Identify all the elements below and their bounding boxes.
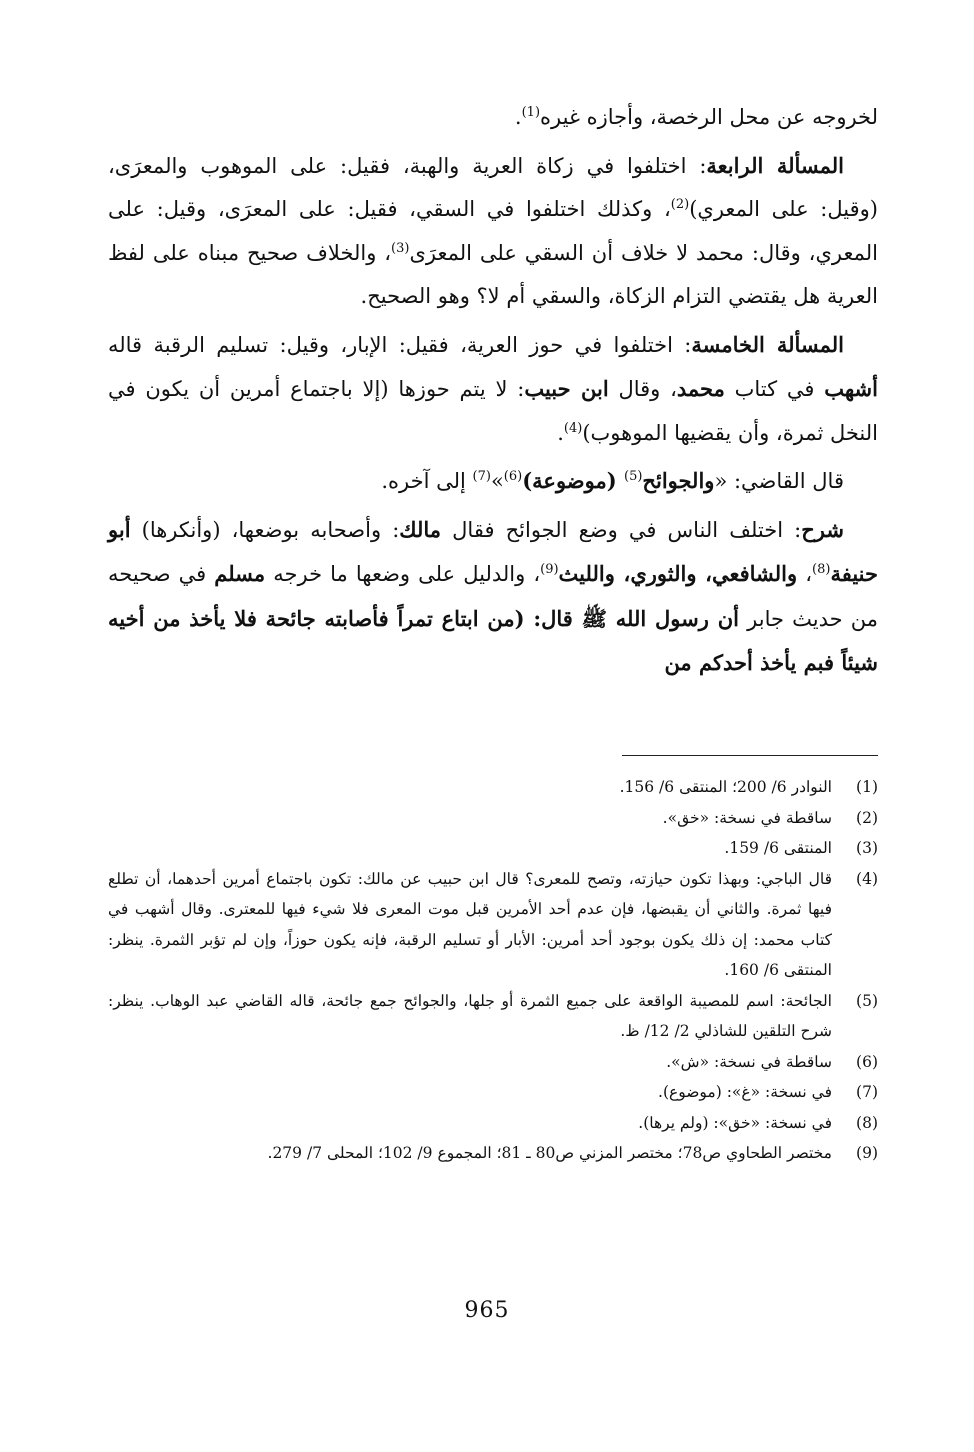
footnote-ref-1[interactable]: (1) <box>521 105 541 120</box>
main-text <box>108 96 878 690</box>
names-shafii-thawri-layth: والشافعي، والثوري، والليث <box>558 561 798 586</box>
footnote-item <box>108 1138 878 1169</box>
footnote-item <box>108 1047 878 1078</box>
paragraph-5-text-a: : اختلف الناس في وضع الجوائح فقال <box>441 517 802 542</box>
footnote-item <box>108 772 878 803</box>
page-number: 965 <box>464 1298 510 1323</box>
paragraph-1 <box>108 96 878 140</box>
footnote-number: (3) <box>856 839 878 857</box>
paragraph-1-end: . <box>514 105 522 129</box>
footnote-number: (8) <box>856 1113 878 1132</box>
paragraph-3-text-c: ، وقال <box>608 377 677 401</box>
name-ashhab: أشهب <box>824 376 878 401</box>
paragraph-4-text-a: قال القاضي: « <box>714 469 844 493</box>
hadith-quote: أن رسول الله ﷺ قال: (من ابتاع تمراً فأصابته جائحة فلا يأخذ من أخيه شيئاً فبم يأخذ أحدكم من <box>108 605 878 675</box>
footnote-number: (5) <box>856 991 878 1010</box>
name-abu-hanifa: أبو حنيفة <box>108 516 878 586</box>
footnote-text: ساقطة في نسخة: «ش». <box>666 1052 832 1071</box>
footnote-ref-8[interactable]: (8) <box>812 562 831 577</box>
footnote-number: (2) <box>856 808 878 827</box>
footnote-ref-4[interactable]: (4) <box>563 420 583 436</box>
footnote-number: (1) <box>856 778 878 796</box>
paragraph-5-text-d: ، والدليل على وضعها ما خرجه <box>265 562 541 586</box>
paragraph-2-text-b: ، وكذلك اختلفوا في السقي، فقيل: على المعرَى، وقيل: على المعري، وقال: محمد لا خلاف أن السقي على المعرَى <box>108 197 878 265</box>
footnote-separator <box>622 755 878 756</box>
paragraph-3-text-a: : اختلفوا في حوز العرية، فقيل: الإبار، وقيل: تسليم الرقبة قاله <box>108 332 692 357</box>
footnote-text: مختصر الطحاوي ص78؛ مختصر المزني ص80 ـ 81؛ المجموع 9/ 102؛ المحلى 7/ 279. <box>267 1144 832 1162</box>
footnotes <box>108 772 878 1169</box>
name-muslim: مسلم <box>214 561 266 586</box>
footnote-number: (4) <box>856 869 878 888</box>
footnote-item <box>108 986 878 1047</box>
paragraph-5-text-e: في صحيحه من حديث جابر <box>108 562 878 631</box>
name-ibn-habib: ابن حبيب <box>524 376 609 401</box>
footnote-number: (7) <box>856 1083 878 1101</box>
footnote-text: المنتقى 6/ 159. <box>724 839 832 857</box>
footnote-text: في نسخة: «خق»: (ولم يرها). <box>638 1113 832 1132</box>
footnote-item <box>108 803 878 834</box>
section-heading-fifth-issue: المسألة الخامسة <box>691 331 844 357</box>
footnote-text: الجائحة: اسم للمصيبة الواقعة على جميع الثمرة أو جلها، والجوائح جمع جائحة، قاله القاضي عبد الوهاب. ينظر: شرح التلقين للشاذلي 2/ 12/ ظ. <box>108 991 832 1040</box>
paragraph-5-text-b: : وأصحابه بوضعها، (وأنكرها) <box>130 517 400 542</box>
quote-bold-mawdua: (موضوعة) <box>522 468 624 493</box>
footnote-text: في نسخة: «غ»: (موضوع). <box>658 1083 832 1101</box>
footnote-text: النوادر 6/ 200؛ المنتقى 6/ 156. <box>619 778 832 796</box>
paragraph-3-end: . <box>557 420 564 445</box>
paragraph-5-text-c: ، <box>797 562 813 586</box>
name-malik: مالك <box>399 516 442 542</box>
footnote-number: (9) <box>856 1144 878 1162</box>
paragraph-3-text-d: : لا يتم حوزها (إلا باجتماع أمرين أن يكون في النخل ثمرة، وأن يقضيها الموهوب) <box>108 377 878 445</box>
name-muhammad: محمد <box>676 376 725 401</box>
paragraph-4-text-c: إلى آخره. <box>381 469 473 493</box>
footnote-item <box>108 833 878 864</box>
paragraph-commentary <box>108 508 878 686</box>
paragraph-1-text: لخروجه عن محل الرخصة، وأجازه غيره <box>540 105 878 129</box>
footnote-ref-3[interactable]: (3) <box>391 240 410 256</box>
paragraph-4-text-b: » <box>490 469 504 493</box>
paragraph-qadi-quote <box>108 459 878 504</box>
footnote-ref-6[interactable]: (6) <box>503 469 523 484</box>
section-heading-fourth-issue: المسألة الرابعة <box>706 152 845 178</box>
paragraph-3-text-b: في كتاب <box>724 377 825 401</box>
footnote-number: (6) <box>856 1052 878 1071</box>
paragraph-fifth-issue <box>108 323 878 456</box>
footnote-text: قال الباجي: وبهذا تكون حيازته، وتصح للمعرى؟ قال ابن حبيب عن مالك: تكون باجتماع أمرين أحدهما، أن تطلع فيها ثمرة. والثاني أن يقبضها، فإن عدم أحد الأمرين قبل موت المعرى فلا شيء فيها للمعترى. وقال أشهب في كتاب محمد: إن ذلك يكون بوجود أحد أمرين: الأبار أو تسليم الرقبة، فإنه يكون حوزاً، وإن لم تؤبر الثمرة. ينظر: المنتقى 6/ 160. <box>108 869 832 979</box>
footnote-item <box>108 1077 878 1108</box>
footnote-item <box>108 1108 878 1139</box>
paragraph-2-text-a: : اختلفوا في زكاة العرية والهبة، فقيل: على الموهوب والمعرَى، (وقيل: على المعري) <box>108 153 878 221</box>
footnote-text: ساقطة في نسخة: «خق». <box>662 808 832 827</box>
quote-bold-jawaih: والجوائح <box>642 468 715 493</box>
footnote-ref-9[interactable]: (9) <box>540 562 559 577</box>
footnote-item <box>108 864 878 986</box>
section-heading-commentary: شرح <box>801 516 844 542</box>
footnote-ref-7[interactable]: (7) <box>472 469 491 484</box>
footnote-ref-5[interactable]: (5) <box>623 469 643 484</box>
paragraph-2-text-c: ، والخلاف صحيح مبناه على لفظ العرية هل يقتضي التزام الزكاة، والسقي أم لا؟ وهو الصحيح. <box>108 240 878 308</box>
paragraph-fourth-issue <box>108 144 878 319</box>
footnote-ref-2[interactable]: (2) <box>670 197 690 212</box>
